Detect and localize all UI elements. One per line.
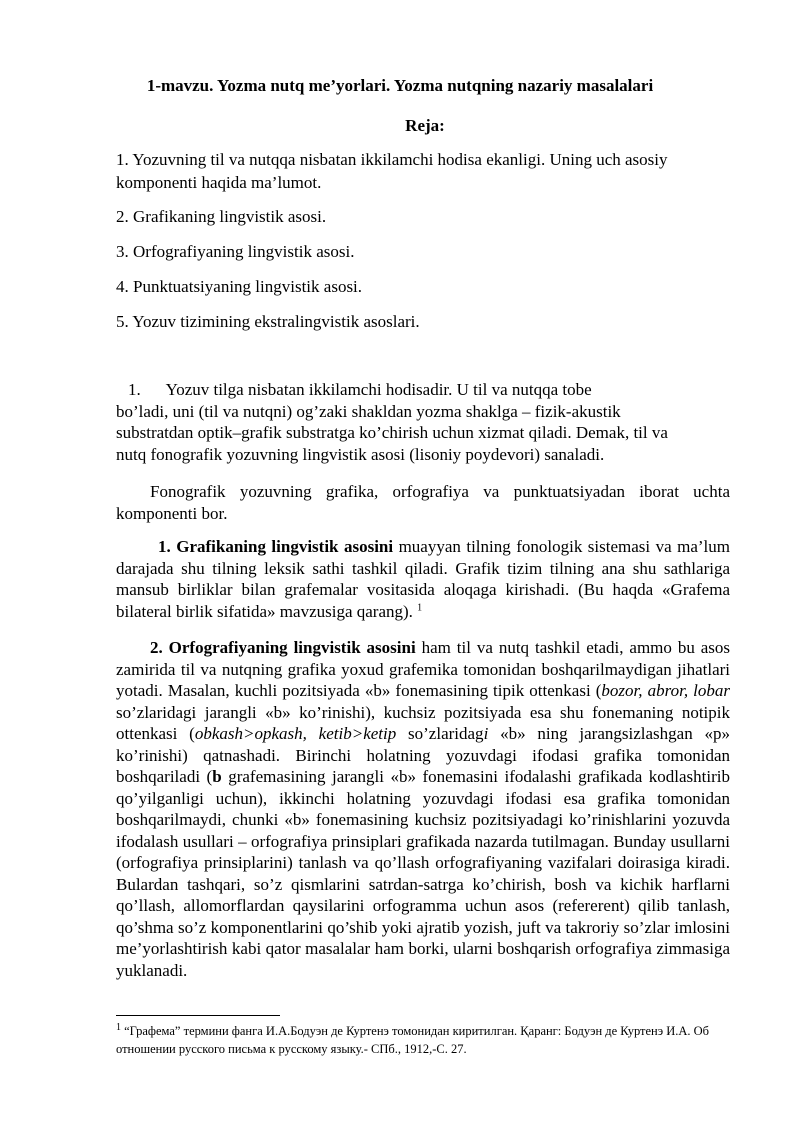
paragraph-4-text-2: so’zlaridagi jarangli «b» ko’rinishi), kuchsiz pozitsiyada esa shu fonemaning notipik ottenkasi (	[116, 702, 730, 743]
paragraph-4-italic-3: i	[483, 724, 489, 743]
footnote-text: “Графема” термини фанга И.А.Бодуэн де Куртенэ томонидан киритилган. Қаранг: Бодуэн де Куртенэ И.А. Об отношении русского письма к русскому языку.- СПб., 1912,-С. 27.	[116, 1024, 710, 1056]
paragraph-2: Fonografik yozuvning grafika, orfografiya va punktuatsiyadan iborat uchta komponenti bor.	[116, 482, 730, 523]
footnote-mark: 1	[116, 1021, 121, 1033]
paragraph-4-text-3: so’zlaridag	[396, 724, 484, 743]
paragraph-3-text: muayyan tilning fonologik sistemasi va ma’lum darajada shu tilning leksik sathi tashkil qiladi. Grafik tizim tilning ana shu sathlariga mansub birliklar bilan grafemalar vositasida aloqaga kirishadi. (Bu haqda «Grafema bilateral birlik sifatida» mavzusiga qarang).	[116, 537, 730, 621]
plan-item-2: 2. Grafikaning lingvistik asosi.	[116, 207, 327, 226]
footnote-divider	[116, 1015, 280, 1016]
paragraph-4-text-4: «b» ning jarangsizlashgan «p» ko’rinishi) qatnashadi. Birinchi holatning yozuvdagi ifodasi grafika tomonidan boshqariladi (	[116, 724, 730, 786]
footnote	[116, 1022, 736, 1058]
paragraph-4-heading: 2. Orfografiyaning lingvistik asosini	[150, 638, 416, 657]
footnote-reference: 1	[417, 601, 423, 613]
paragraph-4-italic-2: obkash>opkash, ketib>ketip	[194, 724, 397, 743]
paragraph-1-line-2: bo’ladi, uni (til va nutqni) og’zaki shakldan yozma shaklga – fizik-akustik	[116, 401, 621, 421]
plan-item-1: 1. Yozuvning til va nutqqa nisbatan ikkilamchi hodisa ekanligi. Uning uch asosiy komponenti haqida ma’lumot.	[116, 150, 668, 192]
plan-item-3: 3. Orfografiyaning lingvistik asosi.	[116, 242, 355, 261]
paragraph-3	[116, 536, 730, 622]
paragraph-1	[116, 379, 730, 465]
plan-item-5: 5. Yozuv tizimining ekstralingvistik asoslari.	[116, 312, 420, 331]
paragraph-1-line-3: substratdan optik–grafik substratga ko’chirish uchun xizmat qiladi. Demak, til va	[116, 423, 668, 442]
paragraph-4-bold-letter: b	[212, 767, 222, 786]
plan-item-4: 4. Punktuatsiyaning lingvistik asosi.	[116, 277, 363, 296]
paragraph-1-line-1: 1. Yozuv tilga nisbatan ikkilamchi hodisadir. U til va nutqqa tobe	[128, 380, 592, 399]
paragraph-1-line-4: nutq fonografik yozuvning lingvistik asosi (lisoniy poydevori) sanaladi.	[116, 444, 605, 464]
paragraph-4	[116, 637, 730, 981]
paragraph-4-text-5: grafemasining jarangli «b» fonemasini ifodalashi grafikada kodlashtirib qo’yilganligi uchun), ikkinchi holatning yozuvdagi ifodasi esa grafika tomonidan boshqarilmaydi, chunki «b» fonemasining kuchsiz pozitsiyadagi ko’rinishlarini yozuvda ifodalash usullari – orfografiya prinsiplari grafikada nazarda tutilmagan. Bunday usullarni (orfografiya prinsiplarini) tanlash va qo’llash orfografiyaning vazifalari doirasiga kiradi. Bulardan tashqari, so’z qismlarini satrdan-satrga ko’chirish, bosh va kichik harflarni qo’llash, allomorflardan qaysilarini orfogramma uchun asos (refererent) qilib tanlash, qo’shma so’z komponentlarini qo’shib yoki ajratib yozish, juft va takroriy so’zlar imlosini me’yorlashtirish kabi qator masalalar ham borki, ularni boshqarish orfografiya zimmasiga yuklanadi.	[116, 767, 731, 980]
plan-heading: Reja:	[405, 116, 445, 135]
paragraph-4-text-1: ham til va nutq tashkil etadi, ammo bu asos zamirida til va nutqning grafika yoxud grafemika tomonidan boshqarilmaydigan jihatlari yotadi. Masalan, kuchli pozitsiyada «b» fonemasining tipik ottenkasi (	[116, 638, 731, 700]
paragraph-4-italic-1: bozor, abror, lobar	[601, 681, 730, 700]
page-title: 1-mavzu. Yozma nutq me’yorlari. Yozma nutqning nazariy masalalari	[146, 76, 654, 95]
paragraph-3-heading: 1. Grafikaning lingvistik asosini	[158, 537, 394, 556]
